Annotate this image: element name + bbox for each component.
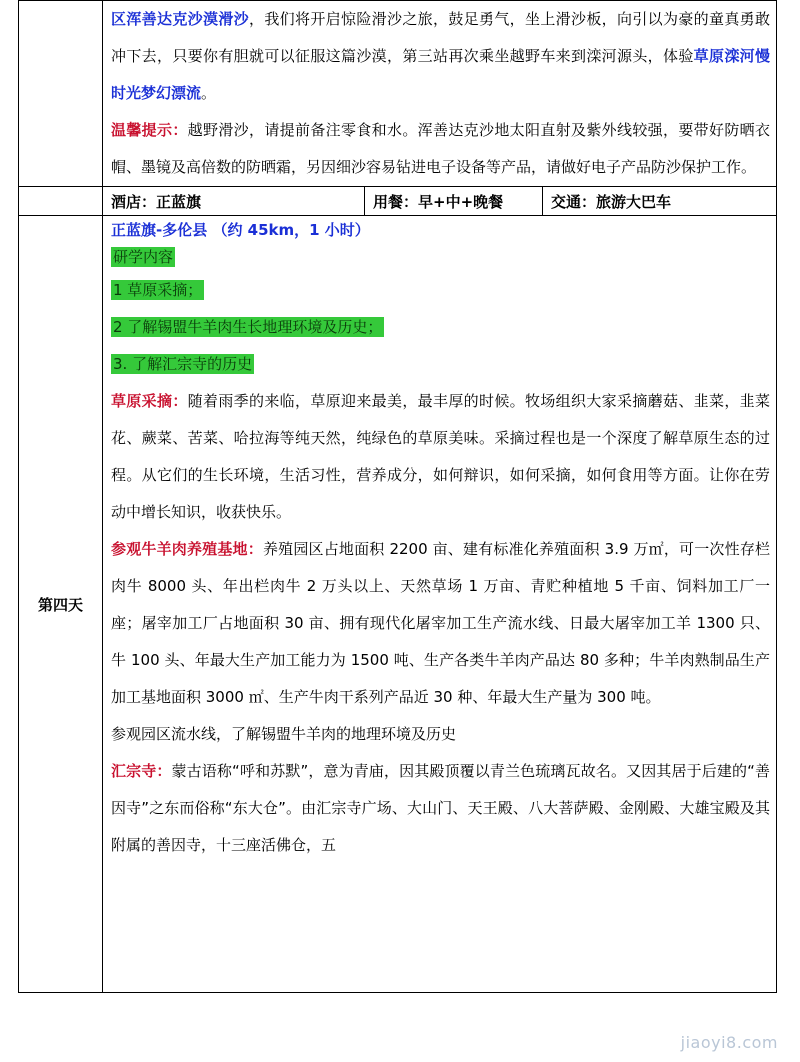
rafting-title: 草原滦河慢时光梦幻漂流 [111, 47, 770, 102]
picking-paragraph: 草原采摘：随着雨季的来临，草原迎来最美，最丰厚的时候。牧场组织大家采摘蘑菇、韭菜，韭菜花、蕨菜、苦菜、哈拉海等纯天然，纯绿色的草原美味。采摘过程也是一个深度了解草原生态的过程。从它们的生长环境，生活习性，营养成分，如何辩识，如何采摘，如何食用等方面。让你在劳动中增长知识，收获快乐。 [111, 392, 771, 521]
day3-paragraph: 区浑善达克沙漠滑沙，我们将开启惊险滑沙之旅，鼓足勇气，坐上滑沙板，向引以为豪的童真勇敢冲下去，只要你有胆就可以征服这篇沙漠，第三站再次乘坐越野车来到滦河源头，体验草原滦河慢时光梦幻漂流。 [111, 10, 770, 102]
itinerary-table [18, 0, 777, 993]
study-title: 研学内容 [113, 248, 174, 266]
day-label: 第四天 [37, 595, 83, 614]
route-title: 正蓝旗-多伦县 （约 45km，1 小时） [111, 221, 370, 239]
day3-info-label-cell [19, 187, 103, 216]
day3-info-row [19, 187, 777, 216]
visit-paragraph: 参观园区流水线，了解锡盟牛羊肉的地理环境及历史 [111, 725, 457, 743]
day4-label-cell [19, 216, 103, 993]
day4-row [19, 216, 777, 993]
study-item-1: 1 草原采摘； [113, 281, 203, 299]
farm-label: 参观牛羊肉养殖基地： [111, 540, 263, 558]
hotel-cell: 酒店：正蓝旗 [103, 187, 365, 216]
study-item-2: 2 了解锡盟牛羊肉生长地理环境及历史； [113, 318, 383, 336]
day3-tip: 温馨提示：越野滑沙，请提前备注零食和水。浑善达克沙地太阳直射及紫外线较强，要带好防晒衣帽、墨镜及高倍数的防晒霜，另因细沙容易钻进电子设备等产品，请做好电子产品防沙保护工作。 [111, 121, 770, 176]
watermark: jiaoyi8.com [680, 1033, 778, 1052]
day3-content-row [19, 1, 777, 187]
tip-label: 温馨提示： [111, 121, 188, 139]
study-item-3: 3. 了解汇宗寺的历史 [113, 355, 253, 373]
transport-cell: 交通：旅游大巴车 [543, 187, 777, 216]
temple-label: 汇宗寺： [111, 762, 172, 780]
day4-content-cell [103, 216, 777, 993]
meal-cell: 用餐：早+中+晚餐 [365, 187, 543, 216]
temple-paragraph: 汇宗寺：蒙古语称“呼和苏默”，意为青庙，因其殿顶覆以青兰色琉璃瓦故名。又因其居于后建的“善因寺”之东而俗称“东大仓”。由汇宗寺广场、大山门、天王殿、八大菩萨殿、金刚殿、大雄宝殿及其附属的善因寺，十三座活佛仓，五 [111, 762, 771, 854]
picking-label: 草原采摘： [111, 392, 188, 410]
day3-label-cell [19, 1, 103, 187]
sand-sliding-title: 区浑善达克沙漠滑沙 [111, 10, 249, 28]
farm-paragraph: 参观牛羊肉养殖基地：养殖园区占地面积 2200 亩、建有标准化养殖面积 3.9 万㎡，可一次性存栏肉牛 8000 头、年出栏肉牛 2 万头以上、天然草场 1 万亩、青贮种植地 5 千亩、饲料加工厂一座；屠宰加工厂占地面积 30 亩、拥有现代化屠宰加工生产流水线、日最大屠宰加工羊 1300 只、牛 100 头、年最大生产加工能力为 1500 吨、生产各类牛羊肉产品达 80 多种；牛羊肉熟制品生产加工基地面积 3000 ㎡、生产牛肉干系列产品近 30 种、年最大生产量为 300 吨。 [111, 540, 771, 706]
day3-content-cell [103, 1, 777, 187]
